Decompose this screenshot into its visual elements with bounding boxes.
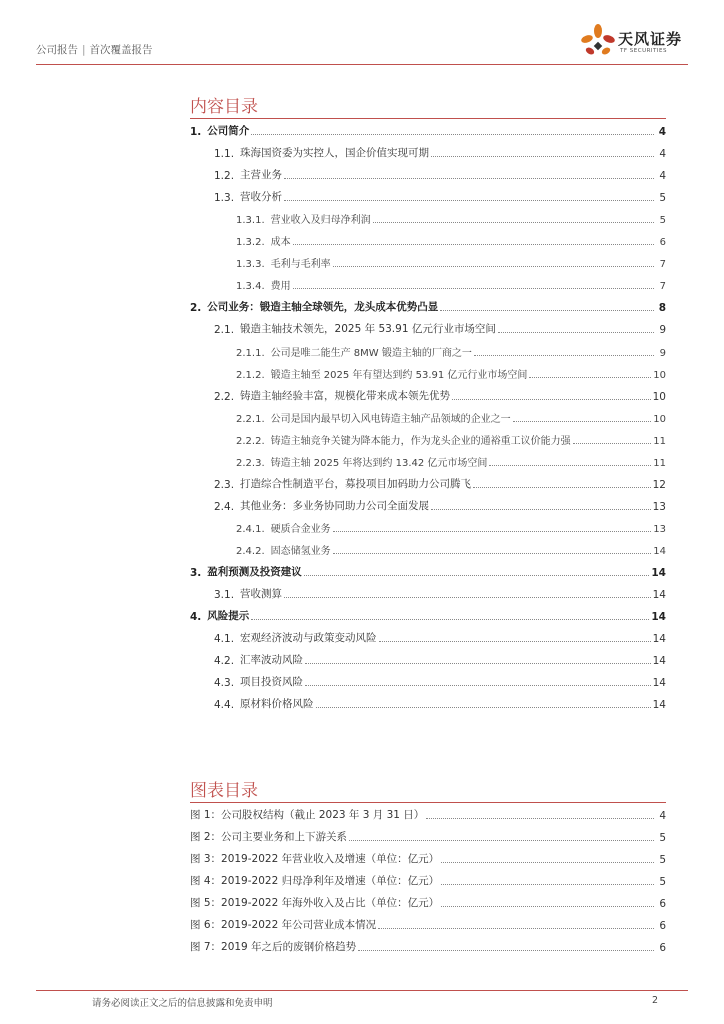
toc-entry[interactable]: [236, 212, 666, 226]
toc-entry[interactable]: [236, 411, 666, 425]
figure-entry-page: 6: [659, 920, 666, 933]
dot-leader: [440, 310, 654, 311]
logo-name-en: TF SECURITIES: [620, 48, 667, 54]
toc-entry-title: 珠海国资委为实控人，国企价值实现可期: [240, 147, 430, 160]
dot-leader: [452, 399, 651, 400]
toc-title: 内容目录: [190, 92, 666, 119]
dot-leader: [284, 200, 654, 201]
dot-leader: [573, 443, 652, 444]
page-header: [36, 30, 688, 65]
toc-entry-page: 7: [659, 259, 666, 271]
toc-entry-title: 原材料价格风险: [240, 698, 314, 711]
toc-entry-number: 2.2.: [214, 390, 235, 403]
toc-entry-title: 锻造主轴至 2025 年有望达到约 53.91 亿元行业市场空间: [270, 369, 528, 381]
page-footer: [36, 990, 688, 1011]
toc-entry-number: 2.4.2.: [236, 545, 265, 557]
toc-entry-title: 盈利预测及投资建议: [207, 566, 302, 578]
toc-entry-title: 风险提示: [207, 610, 250, 623]
toc-entry-title: 铸造主轴 2025 年将达到约 13.42 亿元市场空间: [270, 457, 488, 469]
toc-entry[interactable]: [190, 300, 666, 314]
dot-leader: [373, 222, 654, 223]
dot-leader: [333, 266, 654, 267]
toc-entry-title: 公司是唯二能生产 8MW 锻造主轴的厂商之一: [270, 347, 472, 359]
toc-entry-page: 13: [653, 523, 666, 535]
figure-entry[interactable]: [190, 940, 666, 954]
toc-entry[interactable]: [214, 168, 666, 182]
figure-entry-title: 图 5：2019-2022 年海外收入及占比（单位：亿元）: [190, 897, 440, 910]
toc-entry[interactable]: [236, 521, 666, 535]
toc-entry-number: 4.3.: [214, 677, 235, 690]
toc-entry-number: 1.3.4.: [236, 281, 265, 293]
toc-entry-title: 公司是国内最早切入风电铸造主轴产品领域的企业之一: [270, 413, 511, 425]
toc-entry[interactable]: [214, 190, 666, 204]
toc-entry-page: 8: [658, 302, 666, 315]
dot-leader: [474, 355, 654, 356]
toc-entry-number: 4.2.: [214, 655, 235, 668]
toc-entry-number: 1.1.: [214, 148, 235, 161]
dot-leader: [431, 509, 651, 510]
toc-entry-number: 1.3.: [214, 192, 235, 205]
toc-entry-number: 1.3.3.: [236, 259, 265, 271]
figure-entry-page: 5: [659, 854, 666, 867]
toc-entry[interactable]: [214, 499, 666, 513]
toc-entry-number: 3.: [190, 567, 202, 579]
toc-entry-page: 14: [652, 633, 666, 646]
dot-leader: [251, 619, 649, 620]
toc-entry[interactable]: [214, 477, 666, 491]
dot-leader: [305, 685, 651, 686]
dot-leader: [293, 244, 654, 245]
figure-entry[interactable]: [190, 874, 666, 888]
disclaimer-note: 请务必阅读正文之后的信息披露和免责申明: [92, 998, 273, 1009]
dot-leader: [431, 156, 654, 157]
toc-entry-number: 2.1.2.: [236, 369, 265, 381]
toc-entry[interactable]: [190, 565, 666, 579]
toc-entry-number: 2.: [190, 302, 202, 315]
dot-leader: [349, 840, 654, 841]
toc-entry-title: 铸造主轴经验丰富，规模化带来成本领先优势: [240, 389, 451, 402]
figure-entry[interactable]: [190, 918, 666, 932]
figure-entry[interactable]: [190, 808, 666, 822]
toc-entry-number: 1.: [190, 126, 202, 138]
toc-entry[interactable]: [214, 389, 666, 403]
toc-entry-number: 2.2.3.: [236, 457, 265, 469]
toc-entry-title: 成本: [270, 237, 291, 249]
report-subtype: 首次覆盖报告: [89, 44, 153, 56]
toc-entry-title: 硬质合金业务: [270, 523, 331, 535]
toc-entry-title: 固态储氢业务: [270, 545, 331, 557]
toc-entry-page: 11: [653, 435, 666, 447]
toc-entry-number: 2.4.1.: [236, 523, 265, 535]
toc-entry[interactable]: [236, 256, 666, 270]
toc-entry-page: 14: [651, 567, 666, 579]
toc-entry[interactable]: [214, 675, 666, 689]
toc-entry-page: 4: [658, 126, 666, 138]
dot-leader: [284, 178, 654, 179]
toc-entry-number: 4.: [190, 611, 202, 624]
toc-entry[interactable]: [236, 278, 666, 292]
toc-entry-number: 4.4.: [214, 699, 235, 712]
figure-entry-page: 4: [659, 810, 666, 822]
dot-leader: [473, 487, 651, 488]
dot-leader: [333, 553, 652, 554]
toc-entry-page: 7: [659, 281, 666, 293]
toc-entry-title: 汇率波动风险: [240, 654, 304, 667]
company-logo: [578, 22, 688, 64]
toc-entry[interactable]: [236, 345, 666, 359]
toc-entry[interactable]: [190, 609, 666, 623]
logo-name-cn: 天风证券: [618, 30, 683, 48]
dot-leader: [498, 332, 654, 333]
figure-entry-title: 图 4：2019-2022 归母净利年及增速（单位：亿元）: [190, 875, 440, 888]
flower-logo-icon: [578, 22, 618, 62]
toc-entry-page: 10: [653, 413, 666, 425]
figure-entry-page: 5: [659, 832, 666, 845]
toc-entry[interactable]: [190, 124, 666, 138]
toc-entry-number: 2.3.: [214, 478, 235, 491]
toc-entry-title: 公司业务：锻造主轴全球领先，龙头成本优势凸显: [207, 301, 439, 314]
toc-entry-number: 2.1.: [214, 324, 235, 337]
report-type: 公司报告: [36, 44, 78, 56]
dot-leader: [529, 377, 651, 378]
toc-entry-page: 10: [653, 369, 666, 381]
toc-entry-number: 2.2.1.: [236, 413, 265, 425]
toc-entry-page: 5: [659, 215, 666, 227]
toc-entry-page: 9: [659, 324, 666, 337]
toc-entry-page: 14: [651, 611, 666, 624]
dot-leader: [358, 950, 654, 951]
figure-entry-title: 图 2：公司主要业务和上下游关系: [190, 831, 348, 844]
dot-leader: [333, 531, 652, 532]
toc-entry-title: 其他业务：多业务协同助力公司全面发展: [240, 499, 430, 512]
header-separator: |: [82, 44, 86, 56]
report-category: [36, 42, 153, 57]
dot-leader: [489, 465, 651, 466]
toc-entry-page: 4: [659, 148, 666, 161]
figures-title: 图表目录: [190, 776, 666, 803]
toc-entry-number: 1.3.1.: [236, 215, 265, 227]
toc-entry-title: 营业收入及归母净利润: [270, 215, 371, 227]
figure-entry-title: 图 1：公司股权结构（截止 2023 年 3 月 31 日）: [190, 809, 425, 821]
dot-leader: [441, 884, 654, 885]
toc-entry-page: 14: [652, 655, 666, 668]
toc-entry-title: 铸造主轴竞争关键为降本能力，作为龙头企业的通裕重工议价能力强: [270, 435, 571, 447]
figure-entry[interactable]: [190, 852, 666, 866]
toc-entry-number: 4.1.: [214, 633, 235, 646]
toc-entry-page: 14: [652, 589, 666, 602]
dot-leader: [378, 928, 654, 929]
toc-entry-title: 费用: [270, 281, 291, 293]
toc-entry-page: 14: [652, 699, 666, 712]
toc-entry-title: 营收测算: [240, 588, 283, 601]
toc-entry[interactable]: [236, 455, 666, 469]
dot-leader: [284, 597, 651, 598]
dot-leader: [251, 134, 654, 135]
toc-entry[interactable]: [236, 543, 666, 557]
dot-leader: [441, 862, 654, 863]
toc-entry-page: 4: [659, 170, 666, 183]
toc-entry-page: 9: [659, 347, 666, 359]
dot-leader: [379, 641, 651, 642]
toc-entry-title: 项目投资风险: [240, 676, 304, 689]
toc-entry-page: 12: [652, 478, 666, 491]
dot-leader: [513, 421, 652, 422]
dot-leader: [316, 707, 651, 708]
toc-entry-title: 锻造主轴技术领先，2025 年 53.91 亿元行业市场空间: [240, 323, 496, 336]
page-number: 2: [651, 995, 658, 1006]
toc-entry[interactable]: [236, 367, 666, 381]
toc-entry[interactable]: [236, 234, 666, 248]
toc-entry-number: 1.2.: [214, 170, 235, 183]
toc-entry[interactable]: [214, 146, 666, 160]
toc-entry-page: 13: [652, 500, 666, 513]
figure-entry[interactable]: [190, 896, 666, 910]
dot-leader: [441, 906, 654, 907]
figure-entry-page: 6: [659, 942, 666, 955]
toc-entry[interactable]: [214, 653, 666, 667]
toc-entry-number: 2.2.2.: [236, 435, 265, 447]
toc-entry-page: 14: [652, 677, 666, 690]
dot-leader: [305, 663, 651, 664]
toc-entry[interactable]: [236, 433, 666, 447]
toc-entry-number: 2.1.1.: [236, 347, 265, 359]
toc-entry-page: 10: [652, 390, 666, 403]
toc-entry[interactable]: [214, 697, 666, 711]
toc-entry-page: 6: [659, 237, 666, 249]
figure-entry-page: 6: [659, 898, 666, 911]
toc-entry-title: 公司简介: [207, 125, 250, 137]
toc-entry-number: 2.4.: [214, 500, 235, 513]
figure-entry-page: 5: [659, 876, 666, 889]
figure-entry-title: 图 6：2019-2022 年公司营业成本情况: [190, 919, 377, 932]
toc-entry[interactable]: [214, 631, 666, 645]
figure-entry-title: 图 3：2019-2022 年营业收入及增速（单位：亿元）: [190, 853, 440, 866]
toc-entry-title: 毛利与毛利率: [270, 259, 331, 271]
toc-entry-title: 主营业务: [240, 169, 283, 182]
toc-entry[interactable]: [214, 322, 666, 336]
toc-entry-page: 14: [653, 545, 666, 557]
toc-entry-title: 宏观经济波动与政策变动风险: [240, 632, 377, 645]
toc-entry-page: 11: [653, 457, 666, 469]
figure-entry-title: 图 7：2019 年之后的废钢价格趋势: [190, 941, 357, 954]
dot-leader: [426, 818, 654, 819]
dot-leader: [293, 288, 654, 289]
figure-entry[interactable]: [190, 830, 666, 844]
toc-entry-title: 营收分析: [240, 191, 283, 204]
toc-entry-number: 3.1.: [214, 589, 235, 602]
dot-leader: [304, 575, 650, 576]
toc-entry-number: 1.3.2.: [236, 237, 265, 249]
toc-entry[interactable]: [214, 587, 666, 601]
toc-entry-page: 5: [659, 192, 666, 205]
toc-entry-title: 打造综合性制造平台，募投项目加码助力公司腾飞: [240, 477, 472, 490]
